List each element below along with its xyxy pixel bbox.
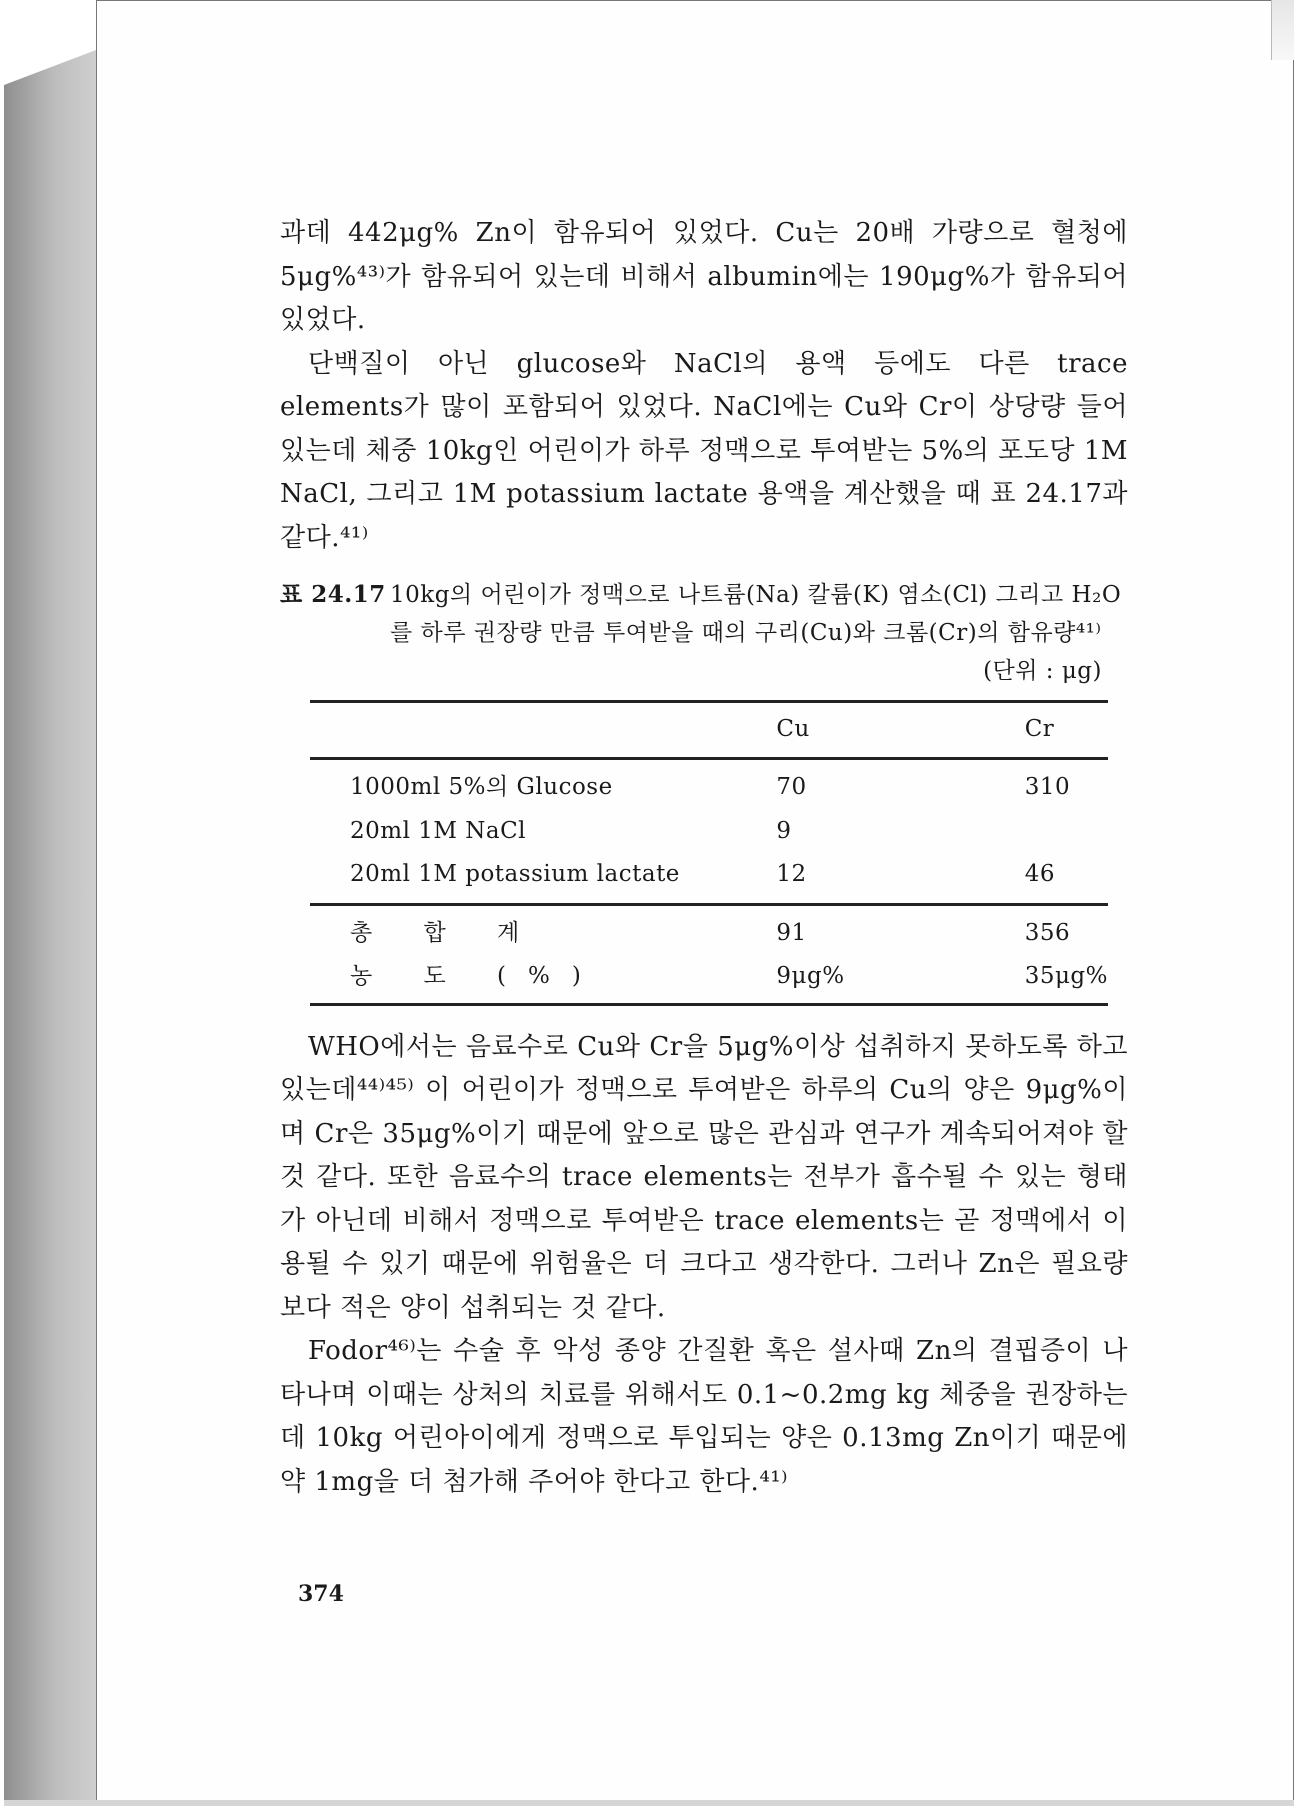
table-row <box>310 853 1108 904</box>
table-label: 표 24.17 <box>280 581 386 608</box>
total-cu: 91 <box>776 919 807 946</box>
total-row <box>310 904 1108 955</box>
table-header-row <box>310 702 1108 759</box>
book-spine-edge <box>4 50 96 1800</box>
row-cu: 9 <box>776 817 792 844</box>
page-number: 374 <box>298 1581 344 1607</box>
total-cr: 356 <box>1024 919 1071 946</box>
concentration-cu: 9μg% <box>776 963 845 989</box>
table-row <box>310 759 1108 810</box>
page-corner <box>1271 0 1294 60</box>
header-cr: Cr <box>1024 716 1055 743</box>
paragraph-2: 단백질이 아닌 glucose와 NaCl의 용액 등에도 다른 trace elements가 많이 포함되어 있었다. NaCl에는 Cu와 Cr이 상당량 들어 있는데 체중 10kg인 어린이가 하루 정맥으로 투여받는 5%의 포도당 1M NaCl, 그리고 1M potassium lactate 용액을 계산했을 때 표 24.17과 같다.⁴¹⁾ <box>280 348 1128 553</box>
paragraph-1: 과데 442μg% Zn이 함유되어 있었다. Cu는 20배 가량으로 혈청에 5μg%⁴³⁾가 함유되어 있는데 비해서 albumin에는 190μg%가 함유되어 있었다. <box>280 218 1128 335</box>
row-cu: 12 <box>776 861 807 887</box>
table-caption <box>280 576 1128 690</box>
paragraph-4: Fodor⁴⁶⁾는 수술 후 악성 종양 간질환 혹은 설사때 Zn의 결핍증이 나타나며 이때는 상처의 치료를 위해서도 0.1~0.2mg kg 체중을 권장하는 데 10kg 어린아이에게 정맥으로 투입되는 양은 0.13mg Zn이기 때문에 약 1mg을 더 첨가해 주어야 한다고 한다.⁴¹⁾ <box>280 1336 1128 1497</box>
row-label: 1000ml 5%의 Glucose <box>350 774 613 800</box>
row-cr <box>965 810 1108 854</box>
table-caption-text: 10kg의 어린이가 정맥으로 나트륨(Na) 칼륨(K) 염소(Cl) 그리고 H₂O를 하루 권장량 만큼 투여받을 때의 구리(Cu)와 크롬(Cr)의 함유량⁴¹⁾ (단위 : μg) <box>390 576 1128 690</box>
data-table <box>310 700 1108 1006</box>
row-label: 20ml 1M NaCl <box>350 817 527 844</box>
total-label: 총 합 계 <box>350 919 542 946</box>
row-cu: 70 <box>776 774 807 800</box>
row-cr: 46 <box>1024 861 1055 887</box>
concentration-row <box>310 955 1108 1004</box>
row-label: 20ml 1M potassium lactate <box>350 861 680 887</box>
book-bottom-edge <box>4 1800 1294 1806</box>
concentration-cr: 35μg% <box>1024 963 1108 989</box>
header-cu: Cu <box>776 716 810 743</box>
header-blank <box>310 702 724 759</box>
paragraph-3: WHO에서는 음료수로 Cu와 Cr을 5μg%이상 섭취하지 못하도록 하고 있는데⁴⁴⁾⁴⁵⁾ 이 어린이가 정맥으로 투여받은 하루의 Cu의 양은 9μg%이며 Cr은 35μg%이기 때문에 앞으로 많은 관심과 연구가 계속되어져야 할 것 같다. 또한 음료수의 trace elements는 전부가 흡수될 수 있는 형태가 아닌데 비해서 정맥으로 투여받은 trace elements는 곧 정맥에서 이용될 수 있기 때문에 위험율은 더 크다고 생각한다. 그러나 Zn은 필요량보다 적은 양이 섭취되는 것 같다. <box>280 1031 1128 1323</box>
table-unit: (단위 : μg) <box>983 658 1102 684</box>
page-content <box>280 212 1128 1504</box>
row-cr: 310 <box>1024 774 1071 800</box>
concentration-label: 농 도 (%) <box>350 963 603 989</box>
table-row <box>310 810 1108 854</box>
